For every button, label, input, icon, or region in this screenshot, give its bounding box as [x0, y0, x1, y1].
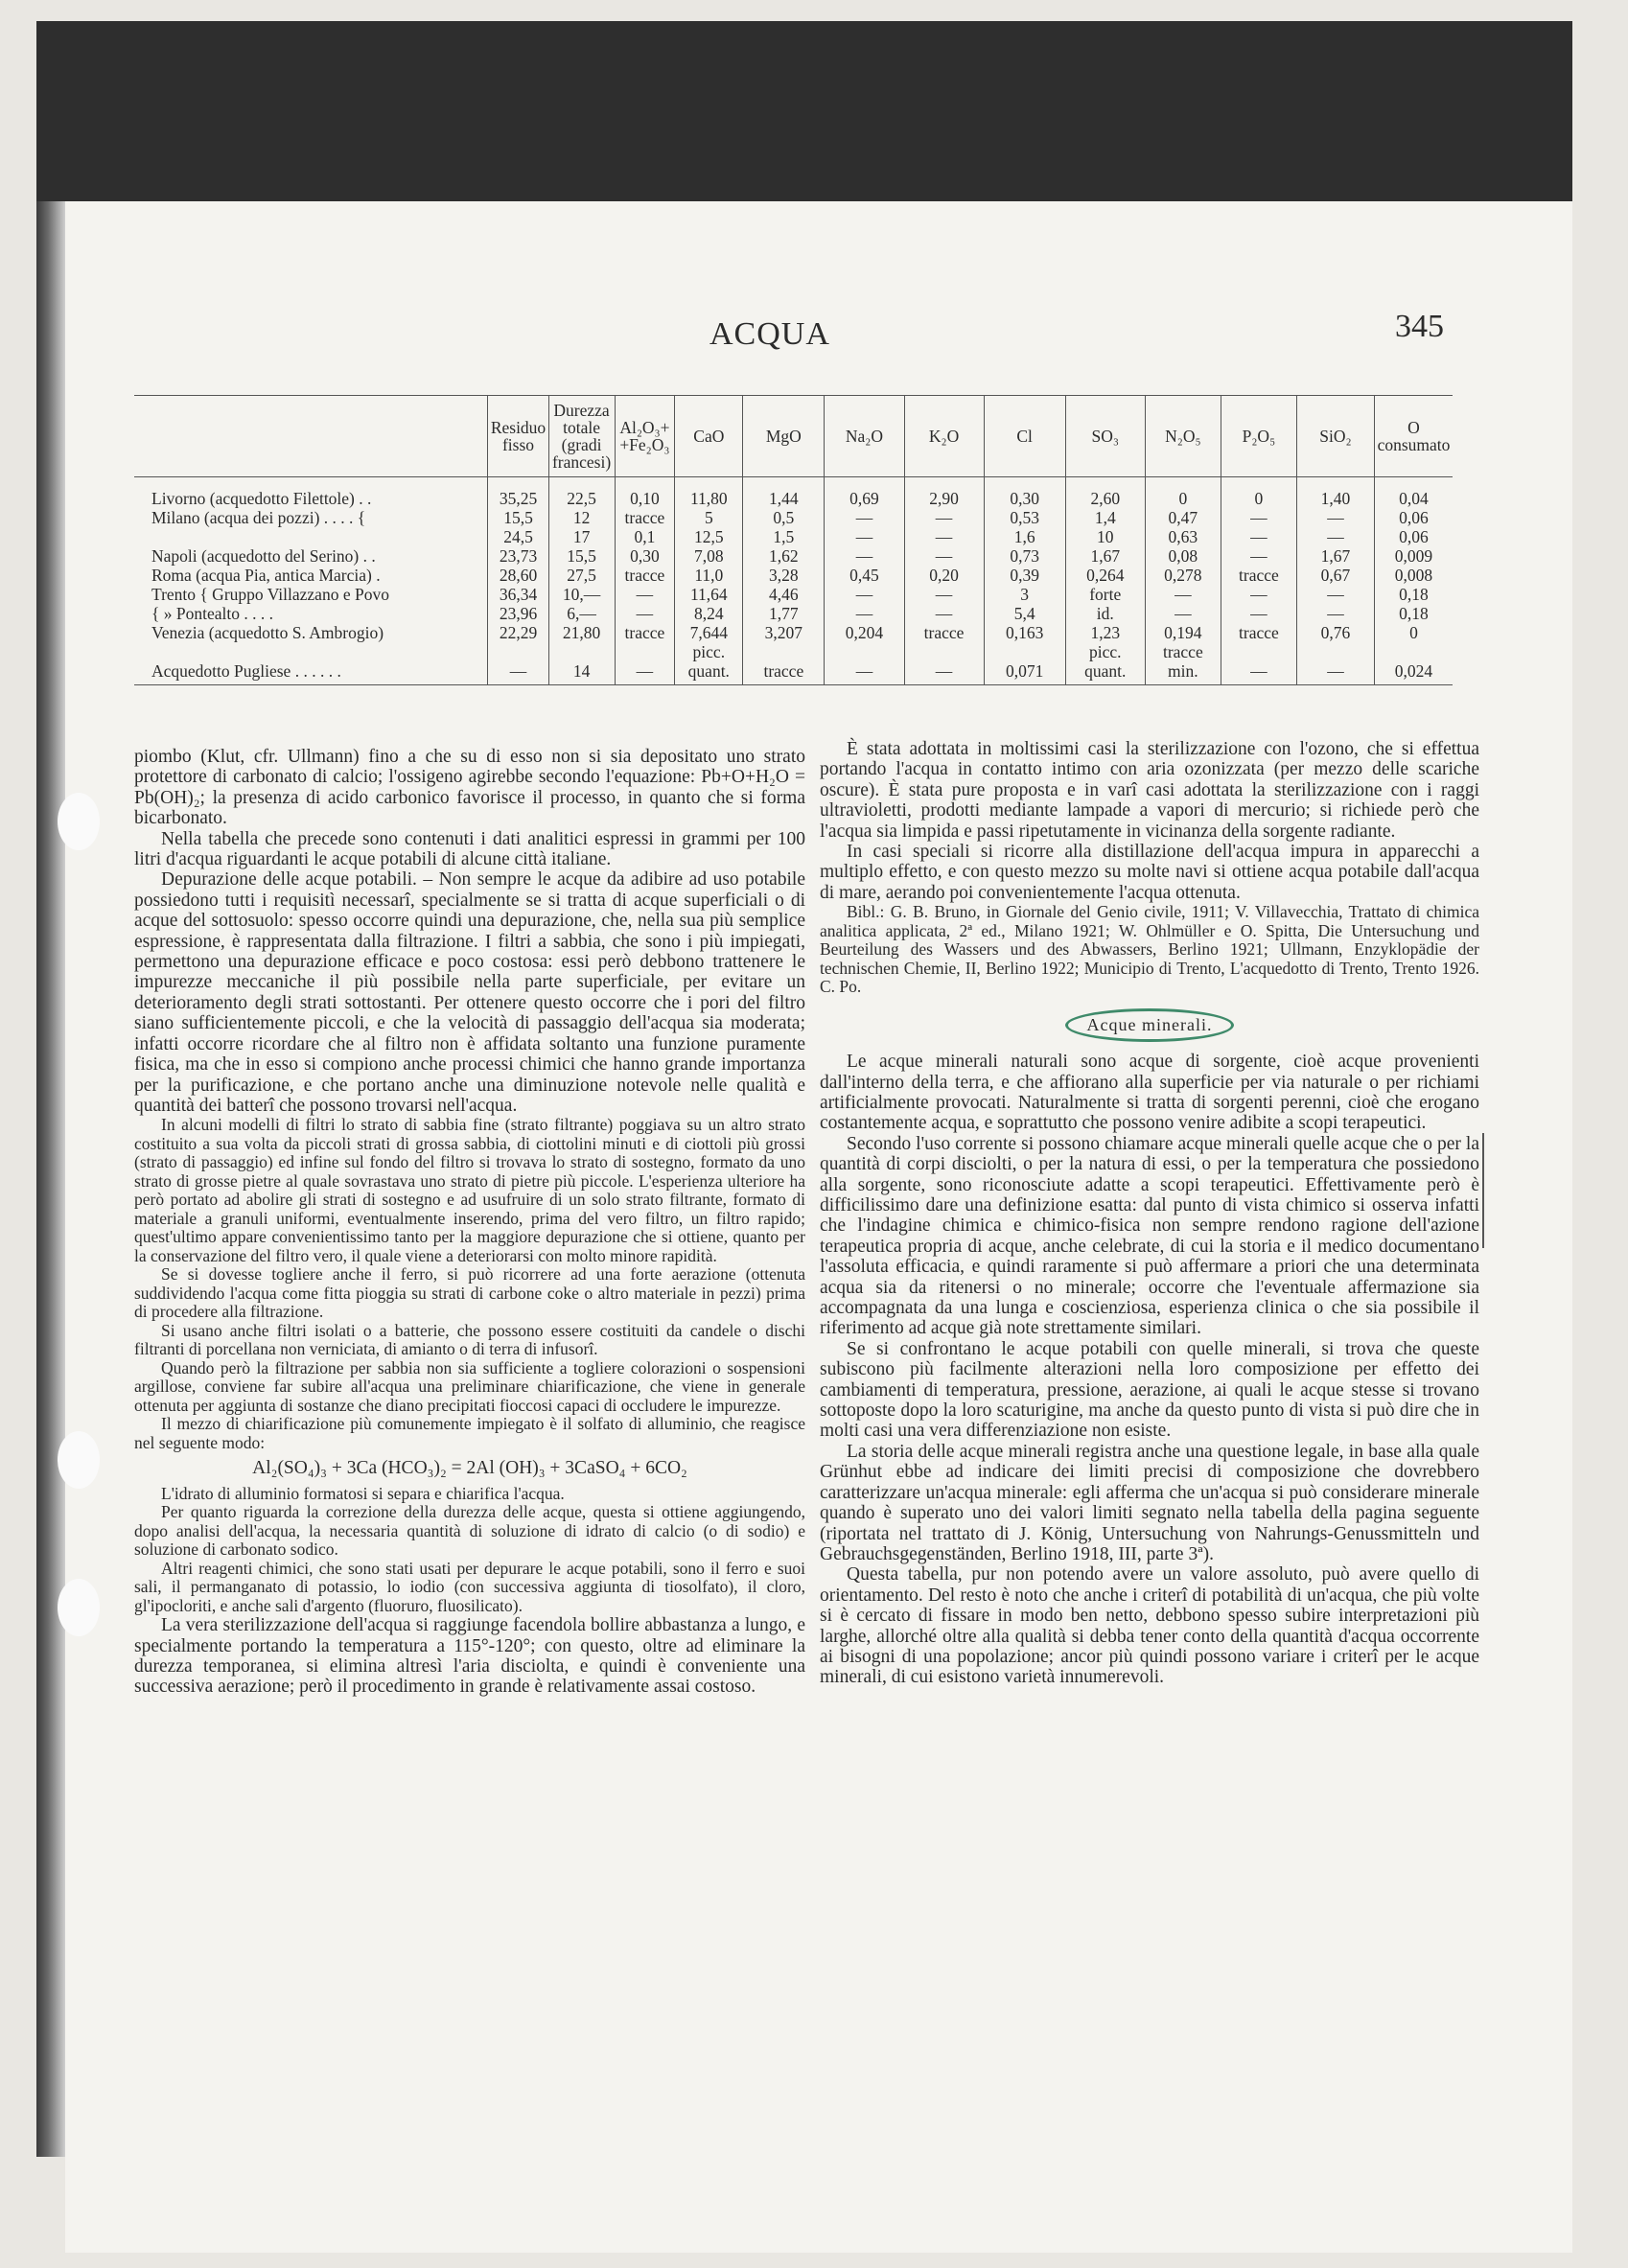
paragraph: Nella tabella che precede sono contenuti i dati analitici espressi in grammi per 100 litri d'acqua riguardanti le acque potabili di alcune città italiane. [134, 828, 805, 870]
table-header: Cl [984, 396, 1065, 477]
scan-dark-band [36, 21, 1572, 201]
paragraph: L'idrato di alluminio formatosi si separa e chiarifica l'acqua. [161, 1483, 565, 1503]
table-cell: 1,44 0,5 1,5 1,62 3,28 4,46 1,77 3,207 tracce [743, 477, 825, 685]
table-header: Na₂O [825, 396, 904, 477]
paragraph: È stata adottata in moltissimi casi la sterilizzazione con l'ozono, che si effettua portando l'acqua in contatto intimo con aria ozonizzata (per mezzo delle scariche oscure). È stata pure proposta e in varî casi adottata la sterilizzazione con i raggi ultravioletti, prodotti mediante lampade a vapori di mercurio; si richiede però che l'acqua sia limpida e passi ripetutamente in vicinanza della sorgente radiante. [820, 739, 1479, 842]
table-cell: 2,60 1,4 10 1,67 0,264 forte id. 1,23 picc. quant. [1065, 477, 1145, 685]
table-row [134, 477, 1453, 685]
chemical-equation: Al₂(SO₄)₃ + 3Ca (HCO₃)₂ = 2Al (OH)₃ + 3CaSO₄ + 6CO₂ [252, 1458, 687, 1479]
table-header: CaO [675, 396, 743, 477]
table-cell: 0 — — — tracce — — tracce — [1221, 477, 1296, 685]
table-cell: 0 0,47 0,63 0,08 0,278 — — 0,194 tracce min. [1145, 477, 1221, 685]
table-cell: 0,30 0,53 1,6 0,73 0,39 3 5,4 0,163 0,071 [984, 477, 1065, 685]
paragraph: Quando però la filtrazione per sabbia non sia sufficiente a togliere colorazioni o sospensioni argillose, conviene far subire all'acqua una preliminare chiarificazione, che viene in generale ottenuta per aggiunta di sostanze che diano precipitati fioccosi capaci di occludere le impurezze. [134, 1357, 805, 1415]
table-header-row [134, 396, 1453, 477]
table-cell: 0,69 — — — 0,45 — — 0,204 — [825, 477, 904, 685]
table-header: P₂O₅ [1221, 396, 1296, 477]
table-header: K₂O [904, 396, 984, 477]
paragraph: Secondo l'uso corrente si possono chiamare acque minerali quelle acque che o per la quantità di corpi disciolti, o per la natura di essi, o per la temperatura che possiedono alla sorgente, sono riconosciute adatte a scopi terapeutici. Effettivamente però è difficilissimo dare una definizione esatta: dal punto di vista chimico si osserva infatti che l'indagine chimica e chimico-fisica non sempre rendono ragione dell'azione terapeutica propria di acque, anche celebrate, di cui la storia e il medico documentano l'assoluta efficacia, e quindi raramente si può affermare a priori che una determinata acqua sia da ritenersi o no minerale; occorre che l'eventuale affermazione sia accompagnata da una lunga e coscienziosa, esperienza clinica o che sia possibile il riferimento ad acque già note strettamente similari. [820, 1133, 1479, 1339]
table-header: Durezza totale (gradi francesi) [548, 396, 615, 477]
table-header: N₂O₅ [1145, 396, 1221, 477]
table-header: MgO [743, 396, 825, 477]
punch-hole [58, 793, 100, 850]
right-text-column [820, 739, 1479, 1688]
paragraph: Si usano anche filtri isolati o a batterie, che possono essere costituiti da candele o dischi filtranti di porcellana non verniciata, di amianto o di terra di infusorî. [134, 1320, 805, 1359]
paragraph: La vera sterilizzazione dell'acqua si raggiunge facendola bollire abbastanza a lungo, e specialmente portando la temperatura a 115°-120°; con questo, oltre ad eliminare la durezza temporanea, si elimina altresì l'aria disciolta, e quindi è conveniente una successiva aerazione; però il procedimento in grande è relativamente assai costoso. [134, 1615, 805, 1698]
paragraph: Per quanto riguarda la correzione della durezza delle acque, questa si ottiene aggiungendo, dopo analisi dell'acqua, la necessaria quantità di soluzione di idrato di calcio (o di sodio) e soluzione di carbonato sodico. [134, 1502, 805, 1560]
paragraph: Altri reagenti chimici, che sono stati usati per depurare le acque potabili, sono il ferro e suoi sali, il permanganato di potassio, lo iodio (con successiva aggiunta di tiosolfato), il cloro, gl'ipocloriti, e anche sali d'argento (fluoruro, fluosilicato). [134, 1558, 805, 1615]
table-cell: 22,5 12 17 15,5 27,5 10,— 6,— 21,80 14 [548, 477, 615, 685]
table-cell-locations: Livorno (acquedotto Filettole) . . Milano (acqua dei pozzi) . . . . { Napoli (acquedotto del Serino) . . Roma (acqua Pia, antica Marcia) . Trento { Gruppo Villazzano e Povo { » Pontealto . . . . Venezia (acquedotto S. Ambrogio) Acquedotto Pugliese . . . . . . [134, 477, 488, 685]
table-header: O consumato [1374, 396, 1453, 477]
table-cell: 0,04 0,06 0,06 0,009 0,008 0,18 0,18 0 0,024 [1374, 477, 1453, 685]
section-heading [820, 1008, 1479, 1042]
margin-pen-mark [1482, 1133, 1484, 1248]
punch-hole [58, 1579, 100, 1636]
paragraph: Il mezzo di chiarificazione più comunemente impiegato è il solfato di alluminio, che reagisce nel seguente modo: [134, 1414, 805, 1452]
paragraph: Se si confrontano le acque potabili con quelle minerali, si trova che queste subiscono più facilmente alterazioni nella loro composizione per effetto dei cambiamenti di temperatura, pressione, aerazione, ai quali le acque stesse si trovano sottoposte dopo la loro scaturigine, ma anche da questo punto di vista si può dire che in molti casi una vera differenziazione non esiste. [820, 1338, 1479, 1442]
punch-hole [58, 1431, 100, 1489]
paragraph: Questa tabella, pur non potendo avere un valore assoluto, può avere quello di orientamento. Del resto è noto che anche i criterî di potabilità di un'acqua, che più volte si è cercato di fissare in modo ben netto, debbono spesso subire interpretazioni più larghe, allorché oltre alla qualità si debba tener conto della quantità d'acqua occorrente ai bisogni di una popolazione; ancor più quindi possono variare i criterî per le acque minerali, di cui esistono varietà innumerevoli. [820, 1564, 1479, 1688]
page-number: 345 [1395, 309, 1444, 344]
table-header: Al₂O₃+ +Fe₂O₃ [615, 396, 675, 477]
table-cell: 2,90 — — — 0,20 — — tracce — [904, 477, 984, 685]
paragraph: In casi speciali si ricorre alla distillazione dell'acqua impura in apparecchi a multiplo effetto, e con questo mezzo su molte navi si ottiene acqua potabile dall'acqua di mare, aerando poi convenientemente l'acqua ottenuta. [820, 842, 1479, 903]
table-cell: 11,80 5 12,5 7,08 11,0 11,64 8,24 7,644 picc. quant. [675, 477, 743, 685]
paragraph: Le acque minerali naturali sono acque di sorgente, cioè acque provenienti dall'interno della terra, e che affiorano alla superficie per via naturale o per richiami artificialmente provocati. Naturalmente si tratta di sorgenti perenni, cioè che erogano costantemente acqua, e soprattutto che possono venire adibite a scopi terapeutici. [820, 1052, 1479, 1134]
table-header: SiO₂ [1296, 396, 1374, 477]
table-header: Residuo fisso [488, 396, 548, 477]
bibliography: Bibl.: G. B. Bruno, in Giornale del Genio civile, 1911; V. Villavecchia, Trattato di chimica analitica applicata, 2ª ed., Milano 1921; W. Ohlmüller e O. Spitta, Die Untersuchung und Beurteilung des Wassers und des Abwassers, Berlino 1921; Ullmann, Enzyklopädie der technischen Chemie, II, Berlino 1922; Municipio di Trento, L'acquedotto di Trento, Trento 1926. C. Po. [820, 902, 1479, 997]
table-header [134, 396, 488, 477]
water-analysis-table [134, 395, 1453, 685]
table-cell: 35,25 15,5 24,5 23,73 28,60 36,34 23,96 22,29 — [488, 477, 548, 685]
circled-heading: Acque minerali. [1065, 1008, 1235, 1042]
scan-left-shadow [36, 201, 65, 2157]
table-header: SO₃ [1065, 396, 1145, 477]
paragraph: piombo (Klut, cfr. Ullmann) fino a che su di esso non si sia depositato uno strato protettore di carbonato di calcio; l'ossigeno agirebbe secondo l'equazione: Pb+O+H₂O = Pb(OH)₂; la presenza di acido carbonico favorisce il processo, in quanto che si forma bicarbonato. [134, 747, 805, 829]
paragraph: Depurazione delle acque potabili. – Non sempre le acque da adibire ad uso potabile possiedono tutti i requisitì necessarî, specialmente se si tratta di acque superficiali o di acque del sottosuolo: spesso occorre quindi una depurazione, che, nella sua più semplice espressione, è rappresentata dalla filtrazione. I filtri a sabbia, che sono i più impiegati, permettono una depurazione efficace e poco costosa: essi però debbono trattenere le impurezze meccaniche il più possibile nella parte superficiale, per evitare un deterioramento degli strati sottostanti. Per ottenere questo occorre che i pori del filtro siano sufficientemente piccoli, e che la velocità di passaggio dell'acqua sia moderata; infatti occorre ricordare che al filtro non è affidata soltanto una funzione puramente fisica, ma che in esso si compiono anche processi chimici che hanno grande importanza per la purificazione, e che portano anche una diminuzione notevole nelle qualità e quantità dei batterî che possono trovarsi nell'acqua. [134, 869, 805, 1116]
left-text-column [134, 747, 805, 1698]
paragraph: Se si dovesse togliere anche il ferro, si può ricorrere ad una forte aerazione (ottenuta suddividendo l'acqua come fitta pioggia su strati di carbone coke o altro materiale in pezzi) prima di procedere alla filtrazione. [134, 1264, 805, 1322]
paragraph: La storia delle acque minerali registra anche una questione legale, in base alla quale Grünhut ebbe ad indicare dei limiti precisi di composizione che dovrebbero caratterizzare un'acqua minerale: egli afferma che un'acqua si può considerare minerale quando è superato uno dei valori limiti segnato nella tabella della pagina seguente (riportata nel trattato di J. König, Untersuchung von Nahrungs-Genussmitteln und Gebrauchsgegenständen, Berlino 1918, III, parte 3ª). [820, 1441, 1479, 1564]
page-title: ACQUA [709, 316, 830, 352]
paragraph: In alcuni modelli di filtri lo strato di sabbia fine (strato filtrante) poggiava su un altro strato costituito a sua volta da piccoli strati di grossa sabbia, di ciottolini minuti e di ciottoli più grossi (strato di passaggio) ed infine sul fondo del filtro si trovava lo strato di sostegno, formato da uno strato di grosse pietre al quale sovrastava uno strato di pietre più piccole. L'esperienza ulteriore ha però portato ad abolire gli strati di sostegno e ad usufruire di un solo strato filtrante, formato di materiale a granuli uniformi, eventualmente inserendo, prima del vero filtro, un filtro rapido; quest'ultimo appare convenientissimo tanto per la maggiore depurazione che si ottiene, quanto per la conservazione del filtro vero, il quale viene a deteriorarsi con molto minore rapidità. [134, 1115, 805, 1265]
table-cell: 1,40 — — 1,67 0,67 — — 0,76 — [1296, 477, 1374, 685]
table-cell: 0,10 tracce 0,1 0,30 tracce — — tracce — [615, 477, 675, 685]
